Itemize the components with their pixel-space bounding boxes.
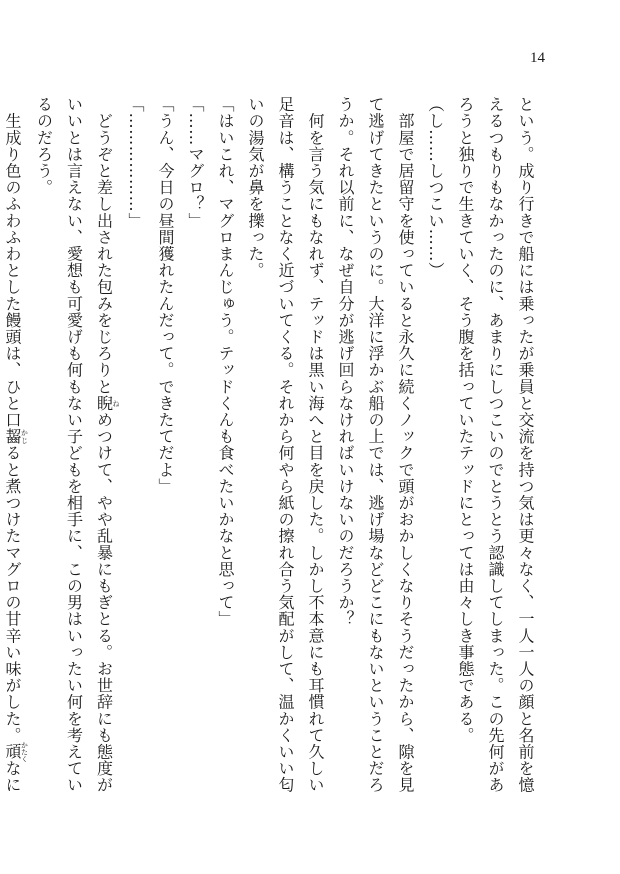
text-line: いの湯気が鼻を擽った。 (246, 96, 265, 279)
novel-text (0, 96, 540, 810)
text-line: （し……しつこい……） (426, 96, 445, 279)
text-line: るのだろう。 (34, 96, 54, 196)
page-number: 14 (530, 50, 545, 66)
ruby-annotation: 齧かじ (3, 428, 29, 445)
text-line: 「うん、今日の昼間獲れたんだって。できたてだよ」 (156, 96, 175, 495)
text-line: 「………………」 (126, 96, 145, 229)
text-line: えるつもりもなかったのに、あまりにしつこいのでとうとう認識してしまった。この先何があ (486, 96, 505, 794)
text-line: 足音は、構うことなく近づいてくる。それから何やら紙の擦れ合う気配がして、温かくいい匂 (276, 96, 295, 794)
text-line: 「……マグロ？」 (186, 96, 205, 229)
text-line: いいとは言えない、愛想も可愛げも何もない子どもを相手に、この男はいったい何を考えてい (64, 96, 84, 794)
ruby-annotation: 睨ね (94, 394, 120, 412)
text-line: ろうと独りで生きていく、そう腹を括っていたテッドにとっては由々しき事態である。 (456, 96, 475, 744)
text-line: という。成り行きで船には乗ったが乗員と交流を持つ気は更々なく、一人一人の顔と名前を憶 (516, 96, 535, 794)
text-line: 生成り色のふわふわとした饅頭は、ひと口齧かじると煮つけたマグロの甘辛い味がした。頑かたくなに (3, 96, 29, 794)
text-line: て逃げてきたというのに。大洋に浮かぶ船の上では、逃げ場などどこにもないということだろ (366, 96, 385, 794)
text-line: 「はいこれ、マグロまんじゅう。テッドくんも食べたいかなと思って」 (216, 96, 235, 628)
text-line: 何を言う気にもなれず、テッドは黒い海へと目を戻した。しかし不本意にも耳慣れて久しい (306, 96, 325, 794)
text-line: どうぞと差し出された包みをじろりと睨ねめつけて、やや乱暴にもぎとる。お世辞にも態度が (94, 96, 120, 794)
text-line: 部屋で居留守を使っていると永久に続くノックで頭がおかしくなりそうだったから、隙を見 (396, 96, 415, 794)
text-line: うか。それ以前に、なぜ自分が逃げ回らなければいけないのだろうか？ (336, 96, 355, 628)
ruby-annotation: 頑かたく (3, 741, 29, 763)
